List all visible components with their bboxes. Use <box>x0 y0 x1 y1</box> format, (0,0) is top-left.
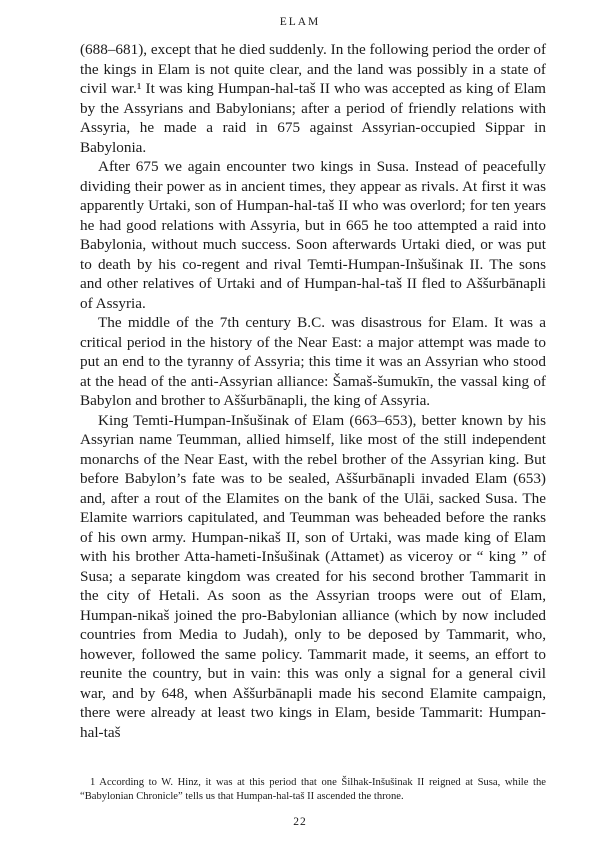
paragraph-2: After 675 we again encounter two kings in Susa. Instead of peacefully dividing their power as in ancient times, they appear as rivals. At first it was apparently Urtaki, son of Humpan-hal-taš II who was overlord; for ten years he had good relations with Assyria, but in 665 he too attempted a raid into Babylonia, without much success. Soon afterwards Urtaki died, or was put to death by his co-regent and rival Temti-Humpan-Inšušinak II. The sons and other relatives of Urtaki and of Humpan-hal-taš II fled to Aššurbānapli of Assyria. <box>80 158 546 312</box>
running-head: ELAM <box>279 16 321 28</box>
footnote-marker: 1 <box>90 777 96 788</box>
paragraph-4: King Temti-Humpan-Inšušinak of Elam (663–653), better known by his Assyrian name Teumman, allied himself, like most of the still independent monarchs of the Near East, with the rebel brother of the Assyrian king. But before Babylon’s fate was to be sealed, Aššurbānapli invaded Elam (653) and, after a rout of the Elamites on the bank of the Ulāi, sacked Susa. The Elamite warriors capitulated, and Teumman was beheaded before the ranks of his own army. Humpan-nikaš II, son of Urtaki, was made king of Elam with his brother Atta-hameti-Inšušinak (Attamet) as viceroy or “ king ” of Susa; a separate kingdom was created for his second brother Tammarit in the city of Hetali. As soon as the Assyrian troops were out of Elam, Humpan-nikaš joined the pro-Babylonian alliance (which by now included countries from Media to Judah), only to be deposed by Tammarit, who, however, followed the same policy. Tammarit made, it seems, an effort to reunite the country, but in vain: this was only a signal for a general civil war, and by 648, when Aššurbānapli made his second Elamite campaign, there were already at least two kings in Elam, beside Tammarit: Humpan-hal-taš <box>80 411 546 741</box>
footnote <box>80 776 546 804</box>
paragraph-3: The middle of the 7th century B.C. was disastrous for Elam. It was a critical period in the history of the Near East: a major attempt was made to put an end to the tyranny of Assyria; this time it was an Assyrian who stood at the head of the anti-Assyrian alliance: Šamaš-šumukīn, the vassal king of Babylon and brother to Aššurbānapli, the king of Assyria. <box>80 314 546 409</box>
body-text <box>80 40 546 742</box>
paragraph-1: (688–681), except that he died suddenly. In the following period the order of the kings in Elam is not quite clear, and the land was possibly in a state of civil war.¹ It was king Humpan-hal-taš II who was accepted as king of Elam by the Assyrians and Babylonians; after a period of friendly relations with Assyria, he made a raid in 675 against Assyrian-occupied Sippar in Babylonia. <box>80 41 546 156</box>
footnote-text: According to W. Hinz, it was at this period that one Šilhak-Inšušinak II reigned at Susa, while the “Babylonian Chronicle” tells us that Humpan-hal-taš II ascended the throne. <box>80 777 546 802</box>
page-number: 22 <box>293 816 307 828</box>
